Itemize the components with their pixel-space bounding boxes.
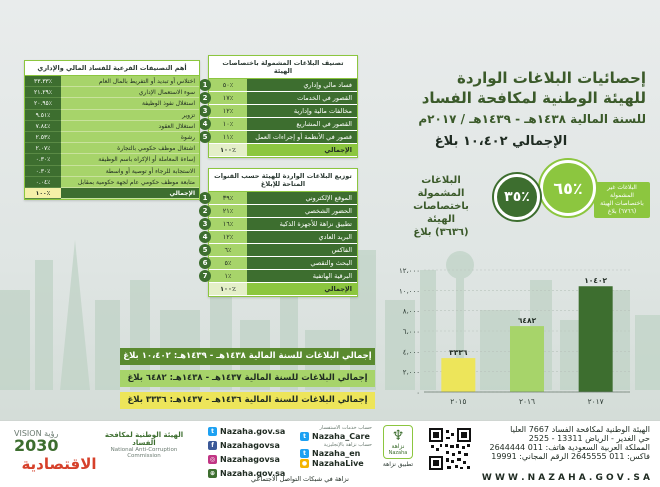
social-live-handle: NazahaLive — [312, 459, 364, 468]
channels-row-number: 3 — [199, 218, 211, 230]
channels-row — [202, 192, 357, 205]
classification-row-label: فساد مالي وإداري — [247, 79, 357, 91]
subcategories-total-label: الإجمالي — [61, 188, 199, 199]
app-label: تطبيق نزاهة — [382, 461, 414, 468]
contact-line-1: الهيئة الوطنية لمكافحة الفساد 7667 العليا — [510, 425, 650, 434]
footer — [0, 420, 660, 487]
palm-icon: ♆ — [391, 427, 405, 444]
classification-row-number: 2 — [199, 92, 211, 104]
subcategories-row-label: استغلال العقود — [61, 121, 199, 132]
x-tick-label: ٢٠١٧ — [587, 397, 604, 406]
channels-row-value: ٪٦ — [209, 244, 247, 256]
social-en-handle: Nazaha_en — [312, 449, 361, 458]
globe-icon: ⊕ — [209, 470, 216, 477]
subcategories-row-value: ٪٠.٣٠ — [25, 154, 61, 165]
out-scope-circle: ٣٥٪ — [494, 174, 540, 220]
subcategories-title: أهم التصنيفات الفرعية للفساد المالي والإداري — [25, 61, 199, 76]
subcategories-panel — [24, 60, 200, 200]
classification-panel — [202, 55, 358, 158]
y-tick-label: ١٢،٠٠٠ — [398, 267, 420, 275]
commission-name: الهيئة الوطنية لمكافحة الفساد — [104, 431, 184, 447]
channels-row-label: تطبيق نزاهة للأجهزة الذكية — [247, 218, 357, 230]
instagram-icon: ◎ — [209, 456, 216, 463]
summary-2015: إجمالي البلاغات للسنة المالية ١٤٣٦هـ - ١٤٣٧هـ: ٣٣٣٦ بلاغ — [120, 392, 375, 409]
channels-row-value: ٪٢١ — [209, 205, 247, 217]
subcategories-row — [25, 110, 199, 121]
x-tick-label: ٢٠١٦ — [518, 397, 536, 406]
out-scope-count: (٦٧٦٦) بلاغ — [607, 208, 637, 215]
classification-row — [202, 131, 357, 144]
channels-row-value: ٪١٦ — [209, 218, 247, 230]
classification-row-number: 4 — [199, 118, 211, 130]
out-scope-note — [594, 182, 650, 218]
classification-row — [202, 105, 357, 118]
app-icon — [383, 425, 413, 459]
title-line-3: للسنة المالية ١٤٣٨هـ - ١٤٣٩هـ / ٢٠١٧م — [418, 112, 646, 126]
summary-2016: إجمالي البلاغات للسنة المالية ١٤٣٧هـ - ١٤٣٨هـ: ٦٤٨٢ بلاغ — [120, 370, 375, 387]
y-tick-label: ٤،٠٠٠ — [402, 348, 420, 357]
app-name: نزاهة — [391, 442, 405, 450]
subcategories-row-label: متابعة موظف حكومي عام لجهة حكومية بمقابل — [61, 177, 199, 188]
subcategories-row-label: استغلال نفوذ الوظيفة — [61, 98, 199, 109]
subcategories-row-value: ٪٢٠.٩٥ — [25, 98, 61, 109]
in-scope-label-2: باختصاصات الهيئة — [413, 201, 469, 225]
channels-row-value: ٪٣٩ — [209, 192, 247, 204]
subcategories-row-label: اختلاس أو تبديد أو التفريط بالمال العام — [61, 76, 199, 87]
social-facebook-handle: Nazahagovsa — [220, 441, 280, 450]
subcategories-row-value: ٪٧.٨٤ — [25, 121, 61, 132]
channels-row — [202, 205, 357, 218]
out-scope-label: البلاغات غير المشمولة باختصاصات الهيئة — [600, 184, 644, 207]
twitter-icon: t — [300, 432, 309, 441]
channels-rows — [202, 192, 357, 283]
in-scope-circle: ٦٥٪ — [540, 160, 596, 216]
in-scope-label: البلاغات المشمولة — [417, 175, 465, 199]
channels-panel — [202, 168, 358, 297]
social-care-handle: Nazaha_Care — [312, 432, 370, 441]
classification-row-label: مخالفات مالية وإدارية — [247, 105, 357, 117]
y-tick-label: ٠ — [416, 389, 420, 397]
title-block — [396, 68, 646, 149]
subcategories-row-label: تزوير — [61, 110, 199, 121]
subcategories-row-label: سوء الاستعمال الإداري — [61, 87, 199, 98]
y-tick-label: ١٠،٠٠٠ — [398, 287, 420, 296]
subcategories-row-value: ٪٩.٥١ — [25, 110, 61, 121]
subcategories-row-label: إساءة المعاملة أو الإكراه باسم الوظيفة — [61, 154, 199, 165]
commission-logo — [96, 431, 192, 459]
social-left — [208, 427, 285, 478]
classification-total-value: ٪١٠٠ — [209, 144, 247, 156]
app-badge[interactable] — [378, 425, 418, 468]
in-scope-text — [400, 174, 482, 239]
social-instagram-handle: Nazahagovsa — [220, 455, 280, 464]
bar-1 — [510, 326, 544, 392]
channels-row — [202, 218, 357, 231]
channels-row-value: ٪١٢ — [209, 231, 247, 243]
subcategories-row-value: ٪٣٣.٣٣ — [25, 76, 61, 87]
english-caption: حساب نزاهة بالإنجليزية — [323, 442, 372, 448]
classification-row-label: القصور في الخدمات — [247, 92, 357, 104]
subcategories-row — [25, 121, 199, 132]
channels-row — [202, 270, 357, 283]
subcategories-row — [25, 98, 199, 109]
care-caption: حساب خدمات الاستفسار — [319, 425, 372, 431]
channels-row-label: الحضور الشخصي — [247, 205, 357, 217]
subcategories-row-value: ٪٠.٣٠ — [25, 166, 61, 177]
channels-title: توزيع البلاغات الواردة للهيئة حسب القنوات المتاحة للإبلاغ — [209, 169, 357, 192]
subcategories-row-value: ٪٢١.٢٩ — [25, 87, 61, 98]
subcategories-row — [25, 76, 199, 87]
social-twitter[interactable] — [208, 427, 285, 436]
contact-line-3: المملكة العربية السعودية هاتف: 011 2644444 — [489, 443, 650, 452]
channels-row-number: 1 — [199, 192, 211, 204]
facebook-icon: f — [208, 441, 217, 450]
bar-value-label: ١٠٤٠٢ — [584, 276, 608, 286]
subcategories-total-value: ٪١٠٠ — [25, 188, 61, 199]
classification-row-value: ٪١٠ — [209, 118, 247, 130]
subcategories-row — [25, 132, 199, 143]
channels-row-label: الموقع الإلكتروني — [247, 192, 357, 204]
channels-row-label: البحث والتقصي — [247, 257, 357, 269]
subcategories-row-label: رشوة — [61, 132, 199, 143]
bar-value-label: ٦٤٨٢ — [517, 316, 537, 326]
subcategories-row — [25, 166, 199, 177]
vision-label: VISION رؤية — [14, 429, 59, 438]
classification-title: تصنيف البلاغات المشمولة باختصاصات الهيئة — [209, 56, 357, 79]
channels-row-value: ٪٥ — [209, 257, 247, 269]
channels-total-label: الإجمالي — [247, 283, 357, 295]
y-tick-label: ٦،٠٠٠ — [402, 328, 420, 336]
qr-code-icon[interactable] — [428, 427, 472, 471]
subcategories-row — [25, 87, 199, 98]
app-name-en: Nazaha — [388, 449, 408, 456]
channels-row-label: البرقية الهاتفية — [247, 270, 357, 282]
total-reports: الإجمالي ١٠،٤٠٢ بلاغ — [434, 134, 568, 149]
classification-row-number: 5 — [199, 131, 211, 143]
channels-row-number: 5 — [199, 244, 211, 256]
title-line-1: إحصائيات البلاغات الواردة — [456, 69, 646, 87]
social-facebook[interactable] — [208, 441, 285, 450]
social-live[interactable] — [300, 459, 372, 468]
bar-0 — [441, 358, 475, 392]
classification-row — [202, 118, 357, 131]
title-line-2: للهيئة الوطنية لمكافحة الفساد — [421, 89, 646, 107]
classification-row-number: 3 — [199, 105, 211, 117]
subcategories-row-value: ٪٢.٠٧ — [25, 143, 61, 154]
channels-row-label: الفاكس — [247, 244, 357, 256]
contact-line-2: حي الغدير - الرياض 13311 - 2525 — [528, 434, 650, 443]
classification-rows — [202, 79, 357, 144]
classification-row-value: ٪١٢ — [209, 105, 247, 117]
twitter-icon: t — [208, 427, 217, 436]
subcategories-row — [25, 154, 199, 165]
social-en[interactable] — [300, 449, 372, 458]
classification-total-label: الإجمالي — [247, 144, 357, 156]
channels-row — [202, 244, 357, 257]
twitter-icon: t — [300, 449, 309, 458]
channels-row-value: ٪١ — [209, 270, 247, 282]
social-website-handle: Nazaha.gov.sa — [220, 469, 286, 478]
reports-bar-chart — [390, 262, 640, 412]
vision-logo — [14, 429, 94, 454]
social-caption: نزاهة في شبكات التواصل الاجتماعي — [251, 475, 349, 483]
classification-row-label: القصور في المشاريع — [247, 118, 357, 130]
classification-total-row — [209, 144, 357, 157]
subcategories-row — [25, 177, 199, 188]
social-care[interactable] — [300, 432, 372, 441]
website-link[interactable]: W W W . N A Z A H A . G O V . S A — [481, 473, 650, 483]
subcategories-row-label: الاستجابة للرجاء أو توصية أو واسطة — [61, 166, 199, 177]
channels-total-row — [209, 283, 357, 296]
bar-2 — [579, 286, 613, 392]
channels-row-number: 4 — [199, 231, 211, 243]
classification-row-label: قصور في الأنظمة أو إجراءات العمل — [247, 131, 357, 143]
vision-year: 2030 — [14, 436, 59, 455]
channels-row-number: 7 — [199, 270, 211, 282]
social-twitter-handle: Nazaha.gov.sa — [220, 427, 286, 436]
bar-value-label: ٣٣٣٦ — [449, 348, 468, 358]
classification-row-number: 1 — [199, 79, 211, 91]
social-instagram[interactable] — [208, 455, 285, 464]
in-scope-count: (٣٦٣٦) بلاغ — [413, 227, 469, 238]
x-tick-label: ٢٠١٥ — [450, 397, 467, 406]
classification-row-value: ٪١٧ — [209, 92, 247, 104]
channels-row-number: 6 — [199, 257, 211, 269]
subcategories-row-label: اشتغال موظف حكومي بالتجارة — [61, 143, 199, 154]
channels-total-value: ٪١٠٠ — [209, 283, 247, 295]
classification-row — [202, 92, 357, 105]
y-tick-label: ٢،٠٠٠ — [402, 368, 420, 377]
subcategories-row-value: ٪٢.٥٣ — [25, 132, 61, 143]
contact-info — [472, 425, 650, 461]
classification-row-value: ٪٥٠ — [209, 79, 247, 91]
periscope-icon: ● — [301, 460, 308, 467]
commission-name-en: National Anti-Corruption Commission — [110, 447, 178, 459]
y-tick-label: ٨،٠٠٠ — [402, 307, 420, 316]
channels-row — [202, 231, 357, 244]
channels-row-number: 2 — [199, 205, 211, 217]
subcategories-total-row — [25, 188, 199, 199]
classification-row — [202, 79, 357, 92]
newspaper-logo: الاقتصادية — [21, 455, 97, 473]
social-right — [300, 425, 372, 468]
subcategories-rows — [25, 76, 199, 188]
channels-row-label: البريد العادي — [247, 231, 357, 243]
summary-2017: إجمالي البلاغات للسنة المالية ١٤٣٨هـ - ١٤٣٩هـ: ١٠،٤٠٢ بلاغ — [120, 348, 375, 365]
classification-row-value: ٪١١ — [209, 131, 247, 143]
contact-line-4: فاكس: 011 2645555 الرقم المجاني: 19991 — [491, 452, 650, 461]
subcategories-row-value: ٪٠.٠٤ — [25, 177, 61, 188]
subcategories-row — [25, 143, 199, 154]
channels-row — [202, 257, 357, 270]
